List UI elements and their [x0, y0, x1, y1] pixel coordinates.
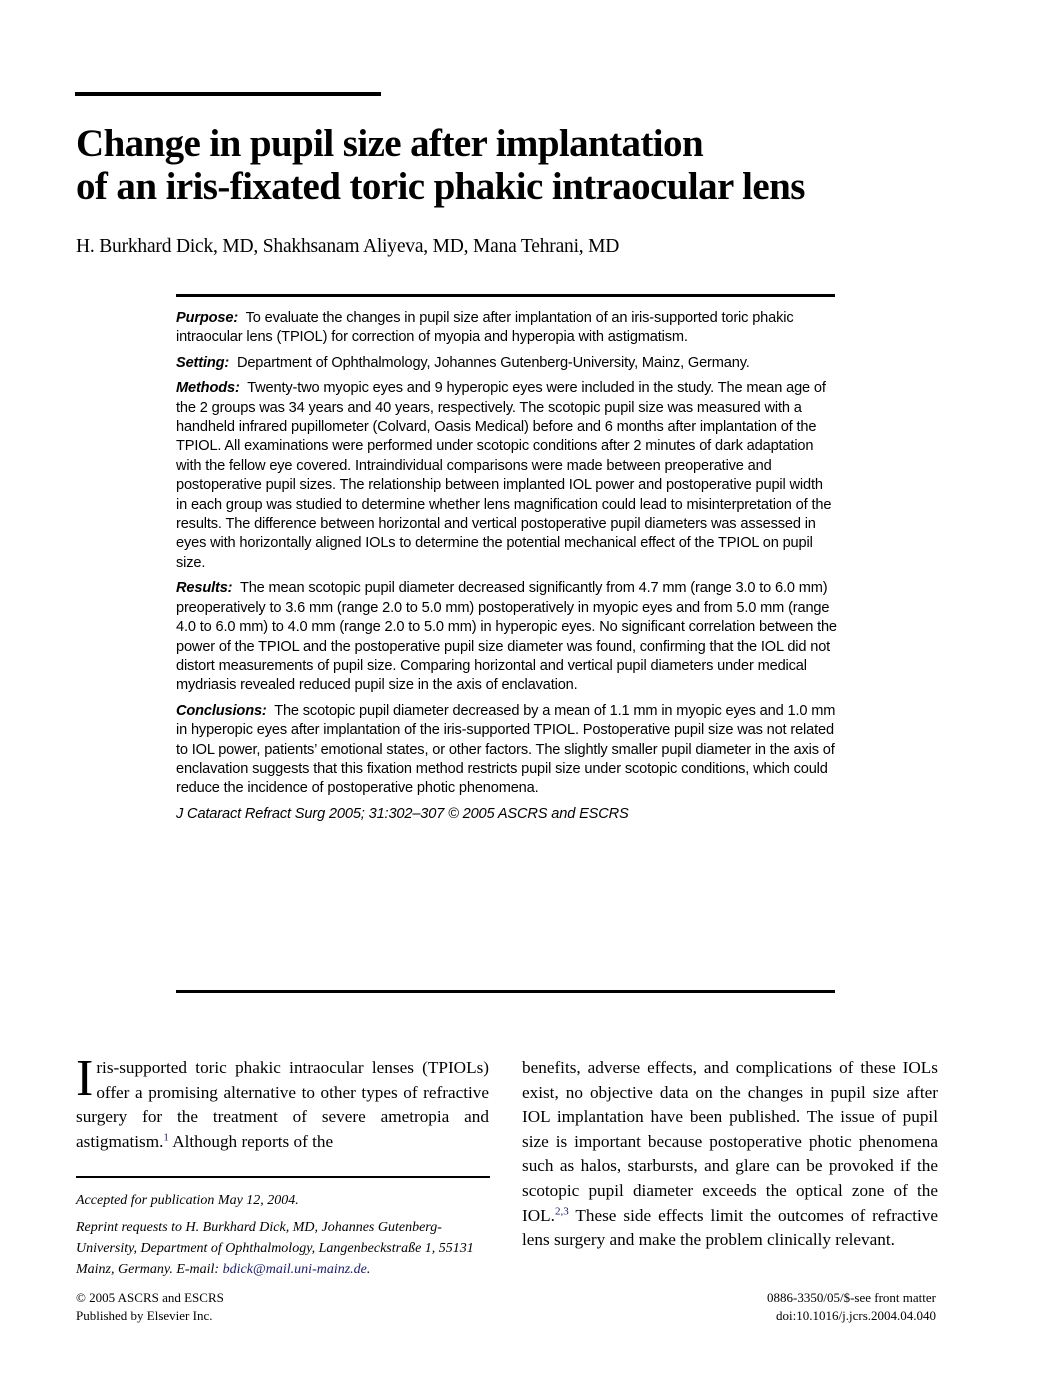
conclusions-text: The scotopic pupil diameter decreased by a mean of 1.1 mm in myopic eyes and 1.0 mm in hyperopic eyes after implantation of the iris-supported TPIOL. Postoperative pupil size was not related to IOL power, patients’ emotional states, or other factors. The slightly smaller pupil diameter in the axis of enclavation suggests that this fixation method restricts pupil size under scotopic conditions, which could reduce the incidence of postoperative photic phenomena. — [176, 702, 836, 797]
footnote-rule — [76, 1176, 490, 1178]
methods-text: Twenty-two myopic eyes and 9 hyperopic eyes were included in the study. The mean age of the 2 groups was 34 years and 40 years, respectively. The scotopic pupil size was measured with a handheld infrared pupillometer (Colvard, Oasis Medical) before and 6 months after implantation of the TPIOL. All examinations were performed under scotopic conditions after 2 minutes of dark adaptation with the fellow eye covered. Intraindividual comparisons were made between preoperative and postoperative pupil sizes. The relationship between implanted IOL power and postoperative pupil width in each group was studied to determine whether lens magnification could lead to misinterpretation of the results. The difference between horizontal and vertical postoperative pupil diameters was assessed in eyes with horizontally aligned IOLs to determine the potential mechanical effect of the TPIOL on pupil size. — [176, 380, 832, 571]
email-trailing: . — [366, 1262, 371, 1277]
purpose-label: Purpose: — [176, 310, 239, 326]
accepted-date: Accepted for publication May 12, 2004. — [76, 1193, 299, 1208]
abstract-methods — [176, 379, 837, 573]
issn-text: 0886-3350/05/$-see front matter — [767, 1290, 936, 1305]
methods-label: Methods: — [176, 380, 240, 397]
reference-link-2-3[interactable]: 2,3 — [554, 1204, 569, 1217]
results-text: The mean scotopic pupil diameter decreased significantly from 4.7 mm (range 3.0 to 6.0 mm) preoperatively to 3.6 mm (range 2.0 to 5.0 mm) postoperatively in myopic eyes and from 5.0 mm (range 4.0 to 6.0 mm) to 4.0 mm (range 2.0 to 5.0 mm) in hyperopic eyes. No significant correlation between the power of the TPIOL and the postoperative pupil size diameter was found, confirming that the IOL did not distort measurements of pupil size. Comparing horizontal and vertical pupil diameters under medical mydriasis revealed reduced pupil size in the axis of enclavation. — [176, 580, 837, 694]
header-rule — [75, 92, 381, 96]
results-label: Results: — [176, 580, 233, 597]
body-column-right — [522, 1056, 938, 1253]
article-title — [76, 122, 976, 208]
copyright-block — [76, 1289, 224, 1325]
intro-text: ris-supported toric phakic intraocular lenses (TPIOLs) offer a promising alternative to other types of refractive surgery for the treatment of severe ametropia and astigmatism. — [76, 1058, 489, 1151]
body-column-left — [76, 1050, 489, 1154]
doi-text: doi:10.1016/j.jcrs.2004.04.040 — [776, 1308, 936, 1323]
author-list: H. Burkhard Dick, MD, Shakhsanam Aliyeva, MD, Mana Tehrani, MD — [76, 236, 620, 257]
footnotes — [76, 1190, 492, 1286]
journal-citation: J Cataract Refract Surg 2005; 31:302–307 © 2005 ASCRS and ESCRS — [176, 805, 629, 822]
copyright-text: © 2005 ASCRS and ESCRS — [76, 1290, 224, 1305]
reprint-requests — [76, 1217, 492, 1280]
email-link[interactable]: bdick@mail.uni-mainz.de — [222, 1262, 367, 1277]
abstract-bottom-rule — [176, 990, 835, 993]
publisher-text: Published by Elsevier Inc. — [76, 1308, 213, 1323]
body-text-continued: These side effects limit the outcomes of refractive lens surgery and make the problem clinically relevant. — [522, 1205, 938, 1250]
abstract — [176, 309, 837, 830]
abstract-purpose — [176, 309, 837, 348]
intro-text-continued: Although reports of the — [168, 1131, 334, 1151]
drop-cap: I — [76, 1050, 94, 1107]
abstract-top-rule — [176, 294, 835, 297]
issn-block — [767, 1289, 936, 1325]
body-text: benefits, adverse effects, and complications of these IOLs exist, no objective data on the changes in pupil size after IOL implantation have been published. The issue of pupil size is important because postoperative photic phenomena such as halos, starbursts, and glare can be provoked if the scotopic pupil diameter exceeds the optical zone of the IOL. — [522, 1058, 938, 1225]
reference-link-1[interactable]: 1 — [163, 1131, 169, 1144]
purpose-text: To evaluate the changes in pupil size after implantation of an iris-supported toric phakic intraocular lens (TPIOL) for correction of myopia and hyperopia with astigmatism. — [176, 310, 794, 346]
setting-text: Department of Ophthalmology, Johannes Gutenberg-University, Mainz, Germany. — [236, 354, 750, 371]
conclusions-label: Conclusions: — [176, 702, 267, 719]
abstract-setting — [176, 354, 837, 373]
abstract-results — [176, 579, 837, 695]
setting-label: Setting: — [176, 354, 230, 371]
title-line-2: of an iris-fixated toric phakic intraocular lens — [76, 165, 805, 208]
reprint-text: Reprint requests to H. Burkhard Dick, MD, Johannes Gutenberg-University, Department of Ophthalmology, Langenbeckstraße 1, 55131 Mainz, Germany. E-mail: — [76, 1220, 474, 1277]
abstract-conclusions — [176, 702, 837, 799]
title-line-1: Change in pupil size after implantation — [76, 122, 704, 165]
